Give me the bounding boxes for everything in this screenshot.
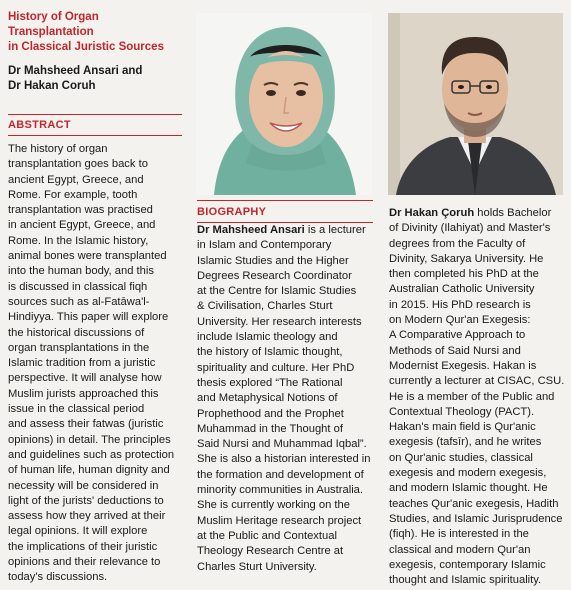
biography-line: Degrees Research Coordinator bbox=[197, 269, 352, 282]
biography-line: Islamic Studies and the Higher bbox=[197, 254, 349, 267]
biography-line: degrees from the Faculty of bbox=[389, 237, 526, 250]
biography-line: exegesis and modern exegesis, bbox=[389, 467, 547, 480]
abstract-line: the historical discussions of bbox=[8, 326, 145, 339]
biography-line: Prophethood and the Prophet bbox=[197, 407, 344, 420]
abstract-line: and assess their fatwas (juristic bbox=[8, 418, 164, 431]
portrait-mahsheed-ansari bbox=[196, 13, 372, 195]
biography-line: then completed his PhD at the bbox=[389, 268, 539, 281]
biography-line: Said Nursi and Muhammad Iqbal”. bbox=[197, 438, 367, 451]
abstract-line: animal bones were transplanted bbox=[8, 250, 167, 263]
biography-line: (fiqh). He is interested in the bbox=[389, 528, 529, 541]
biography-line: Modernist Exegesis. Hakan is bbox=[389, 359, 537, 372]
biography-text: holds Bachelor bbox=[474, 207, 552, 219]
biography-line: spirituality and culture. Her PhD bbox=[197, 361, 355, 374]
biography-line: Hakan's main field is Qur'anic bbox=[389, 421, 536, 434]
abstract-line: light of the jurists' deductions to bbox=[8, 494, 164, 507]
abstract-line: sources such as al-Fatāwa'l- bbox=[8, 295, 150, 308]
biography-line: & Civilisation, Charles Sturt bbox=[197, 300, 333, 313]
abstract-line: transplantation was practised bbox=[8, 204, 153, 217]
biography-line: the history of Islamic thought, bbox=[197, 346, 343, 359]
abstract-line: into the human body, and this bbox=[8, 265, 154, 278]
abstract-line: Rome. In the Islamic history, bbox=[8, 234, 149, 247]
biography-line bbox=[197, 223, 373, 238]
biography-line: A Comparative Approach to bbox=[389, 329, 526, 342]
biography-line: She is currently working on the bbox=[197, 499, 350, 512]
biography-line: include Islamic theology and bbox=[197, 331, 338, 344]
abstract-line: is discussed in classical fiqh bbox=[8, 280, 148, 293]
biography-ansari-text bbox=[197, 223, 373, 575]
abstract-line: necessity will be considered in bbox=[8, 479, 159, 492]
biography-line: teaches Qur'anic exegesis, Hadith bbox=[389, 497, 559, 510]
biography-line: at the Centre for Islamic Studies bbox=[197, 285, 357, 298]
abstract-column bbox=[8, 10, 182, 586]
abstract-line: today's discussions. bbox=[8, 571, 108, 584]
biography-line: University. Her research interests bbox=[197, 315, 362, 328]
biography-line: Divinity, Sakarya University. He bbox=[389, 252, 544, 265]
abstract-line: perspective. It will analyse how bbox=[8, 372, 162, 385]
biography-line: thesis explored “The Rational bbox=[197, 376, 343, 389]
abstract-line: assess how they arrived at their bbox=[8, 510, 166, 523]
abstract-line: Islamic tradition from a juristic bbox=[8, 357, 156, 370]
section-divider bbox=[8, 135, 182, 136]
biography-line: minority communities in Australia. bbox=[197, 484, 364, 497]
article-title: History of Organ Transplantation in Classical Juristic Sources bbox=[8, 11, 164, 53]
biography-author-name: Dr Hakan Çoruh bbox=[389, 207, 475, 219]
biography-line: at the Public and Contextual bbox=[197, 529, 337, 542]
abstract-line: issue in the classical period bbox=[8, 403, 145, 416]
biography-line: the formation and development of bbox=[197, 468, 364, 481]
biography-author-name: Dr Mahsheed Ansari bbox=[197, 224, 305, 236]
biography-line: on Qur'anic studies, classical bbox=[389, 451, 533, 464]
biography-line: currently a lecturer at CISAC, CSU. bbox=[389, 375, 565, 388]
abstract-line: and guidelines such as protection bbox=[8, 448, 175, 461]
portrait-ansari-illustration bbox=[196, 13, 372, 195]
biography-text: is a lecturer bbox=[304, 224, 366, 236]
biography-line: and modern Islamic thought. He bbox=[389, 482, 548, 495]
biography-line: Australian Catholic University bbox=[389, 283, 535, 296]
abstract-line: Muslim jurists approached this bbox=[8, 387, 159, 400]
biography-line: in Islam and Contemporary bbox=[197, 239, 332, 252]
biography-line: She is also a historian interested in bbox=[197, 453, 371, 466]
biography-line: on Modern Qur'an Exegesis: bbox=[389, 314, 531, 327]
biography-line: Charles Sturt University. bbox=[197, 560, 317, 573]
biography-line: Methods of Said Nursi and bbox=[389, 344, 521, 357]
abstract-line: the implications of their juristic bbox=[8, 540, 158, 553]
biography-coruh-text bbox=[389, 206, 567, 588]
biography-line: in 2015. His PhD research is bbox=[389, 298, 531, 311]
biography-line: He is a member of the Public and bbox=[389, 390, 555, 403]
biography-line: exegesis, contemporary Islamic bbox=[389, 558, 546, 571]
biography-line: Muhammad in the Thought of bbox=[197, 422, 343, 435]
abstract-line: Rome. For example, tooth bbox=[8, 188, 138, 201]
biography-line: Studies, and Islamic Jurisprudence bbox=[389, 512, 563, 525]
biography-heading: BIOGRAPHY bbox=[197, 206, 267, 218]
biography-line: thought and Islamic spirituality. bbox=[389, 574, 542, 587]
section-divider bbox=[197, 200, 373, 201]
biography-line: exegesis (tafsīr), and he writes bbox=[389, 436, 542, 449]
abstract-heading: ABSTRACT bbox=[8, 119, 71, 131]
portrait-coruh-illustration bbox=[388, 13, 563, 195]
biography-line: of Divinity (Ilahiyat) and Master's bbox=[389, 222, 551, 235]
biography-line: Muslim Heritage research project bbox=[197, 514, 362, 527]
abstract-line: in ancient Egypt, Greece, and bbox=[8, 219, 156, 232]
article-authors: Dr Mahsheed Ansari and Dr Hakan Coruh bbox=[8, 65, 143, 92]
abstract-line: Hindiyya. This paper will explore bbox=[8, 311, 169, 324]
biography-coruh-column bbox=[389, 206, 567, 588]
abstract-line: transplantation goes back to bbox=[8, 158, 148, 171]
abstract-body bbox=[8, 142, 182, 586]
abstract-line: ancient Egypt, Greece, and bbox=[8, 173, 144, 186]
biography-line: Theology Research Centre at bbox=[197, 545, 344, 558]
biography-line bbox=[389, 206, 567, 221]
abstract-line: opinions and their relevance to bbox=[8, 556, 161, 569]
abstract-line: The history of organ bbox=[8, 143, 108, 155]
abstract-line: legal opinions. It will explore bbox=[8, 525, 148, 538]
biography-ansari-column bbox=[197, 200, 373, 575]
abstract-line: organ transplantations in the bbox=[8, 341, 150, 354]
biography-line: Contextual Theology (PACT). bbox=[389, 405, 535, 418]
section-divider bbox=[8, 114, 182, 115]
biography-line: classical and modern Qur'an bbox=[389, 543, 531, 556]
portrait-hakan-coruh bbox=[388, 13, 563, 195]
abstract-line: opinions) in detail. The principles bbox=[8, 433, 171, 446]
biography-line: and Metaphysical Notions of bbox=[197, 392, 338, 405]
abstract-line: of human life, human dignity and bbox=[8, 464, 170, 477]
